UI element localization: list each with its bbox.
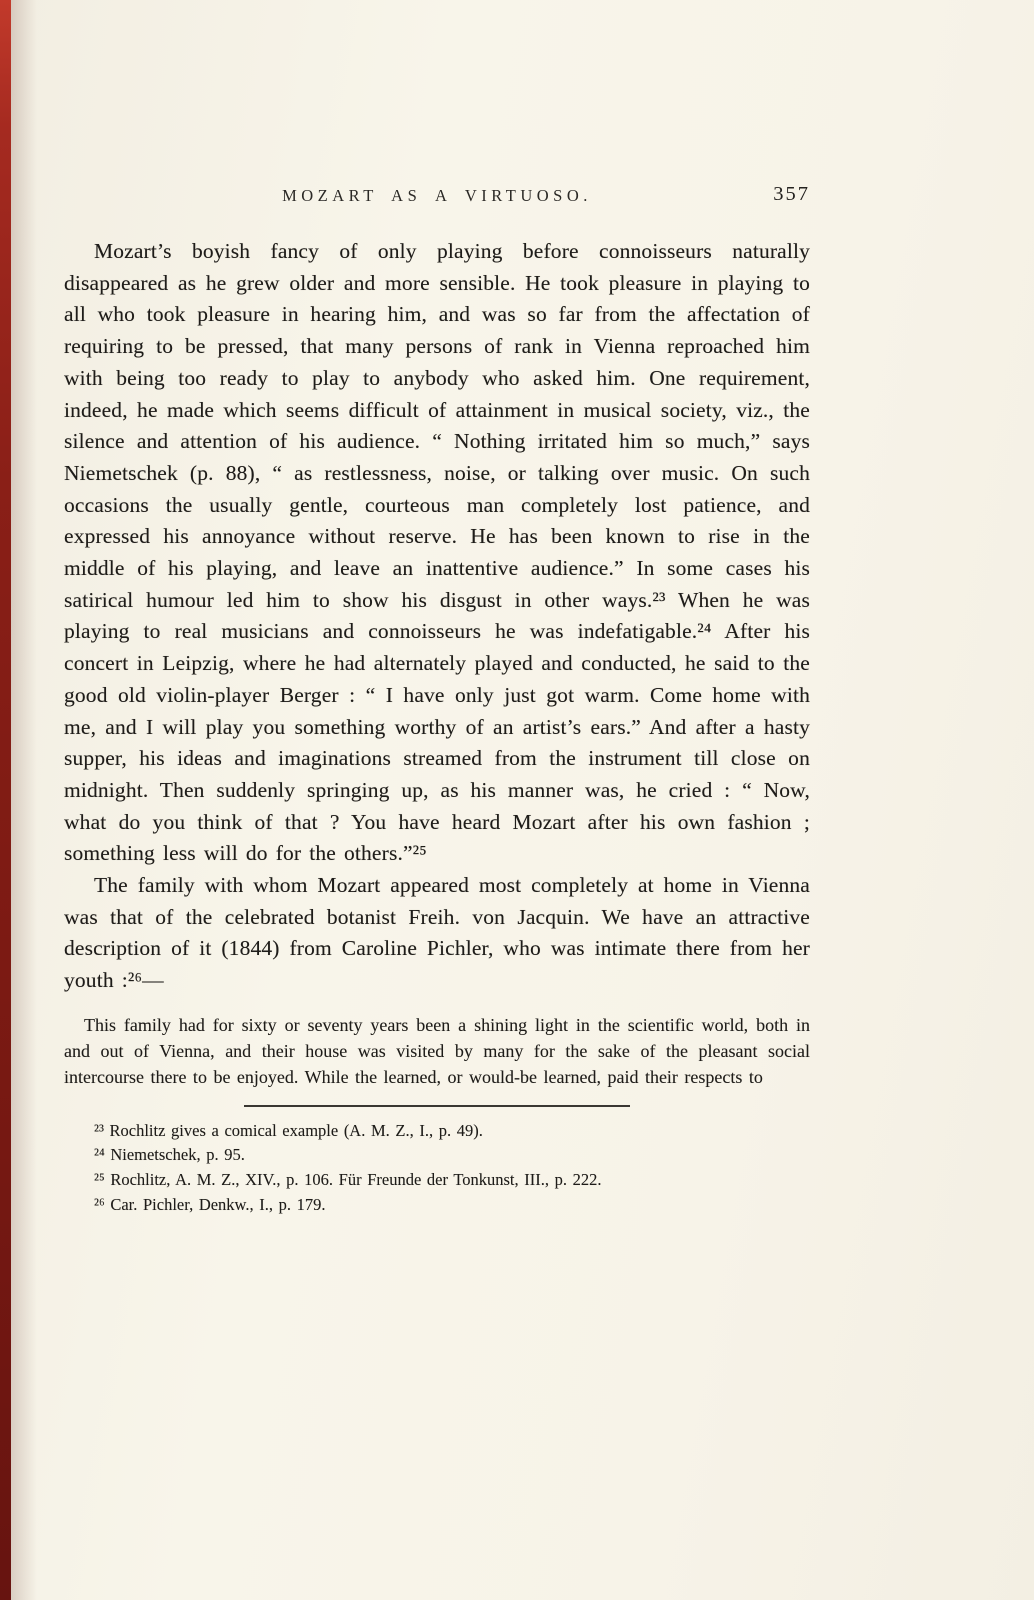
page-number: 357 <box>773 183 810 205</box>
scan-red-edge <box>0 0 11 1600</box>
footnote-26: ²⁶ Car. Pichler, Denkw., I., p. 179. <box>94 1194 326 1214</box>
footnote-23: ²³ Rochlitz gives a comical example (A. M. Z., I., p. 49). <box>94 1120 483 1140</box>
type-area <box>64 183 810 1217</box>
running-title: MOZART AS A VIRTUOSO. <box>282 186 592 205</box>
running-header <box>64 183 810 212</box>
block-quote-paragraph: This family had for sixty or seventy years been a shining light in the scientific world, both in and out of Vienna, and their house was visited by many for the sake of the pleasant social intercourse there to be enjoyed. While the learned, or would-be learned, paid their respects to <box>64 1014 810 1087</box>
scan-edge-shadow <box>11 0 37 1600</box>
body-paragraph-1: Mozart’s boyish fancy of only playing before connoisseurs naturally disappeared as he grew older and more sensible. He took pleasure in playing to all who took pleasure in hearing him, and was so far from the affectation of requiring to be pressed, that many persons of rank in Vienna reproached him with being too ready to play to anybody who asked him. One requirement, indeed, he made which seems difficult of attainment in musical society, viz., the silence and attention of his audience. “ Nothing irritated him so much,” says Niemetschek (p. 88), “ as restlessness, noise, or talking over music. On such occasions the usually gentle, courteous man completely lost patience, and expressed his annoyance without reserve. He has been known to rise in the middle of his playing, and leave an inattentive audience.” In some cases his satirical humour led him to show his disgust in other ways.²³ When he was playing to real musicians and connoisseurs he was indefatigable.²⁴ After his concert in Leipzig, where he had alternately played and conducted, he said to the good old violin-player Berger : “ I have only just got warm. Come home with me, and I will play you something worthy of an artist’s ears.” And after a hasty supper, his ideas and imaginations streamed from the instrument till close on midnight. Then suddenly springing up, as his manner was, he cried : “ Now, what do you think of that ? You have heard Mozart after his own fashion ; something less will do for the others.”²⁵ <box>64 239 810 866</box>
footnotes-section <box>64 1119 810 1217</box>
footnote-24: ²⁴ Niemetschek, p. 95. <box>94 1145 245 1165</box>
body-paragraph-2: The family with whom Mozart appeared most completely at home in Vienna was that of the celebrated botanist Freih. von Jacquin. We have an attractive description of it (1844) from Caroline Pichler, who was intimate there from her youth :²⁶— <box>64 873 810 993</box>
footnote-divider <box>244 1105 630 1107</box>
footnote-25: ²⁵ Rochlitz, A. M. Z., XIV., p. 106. Für Freunde der Tonkunst, III., p. 222. <box>94 1170 602 1190</box>
